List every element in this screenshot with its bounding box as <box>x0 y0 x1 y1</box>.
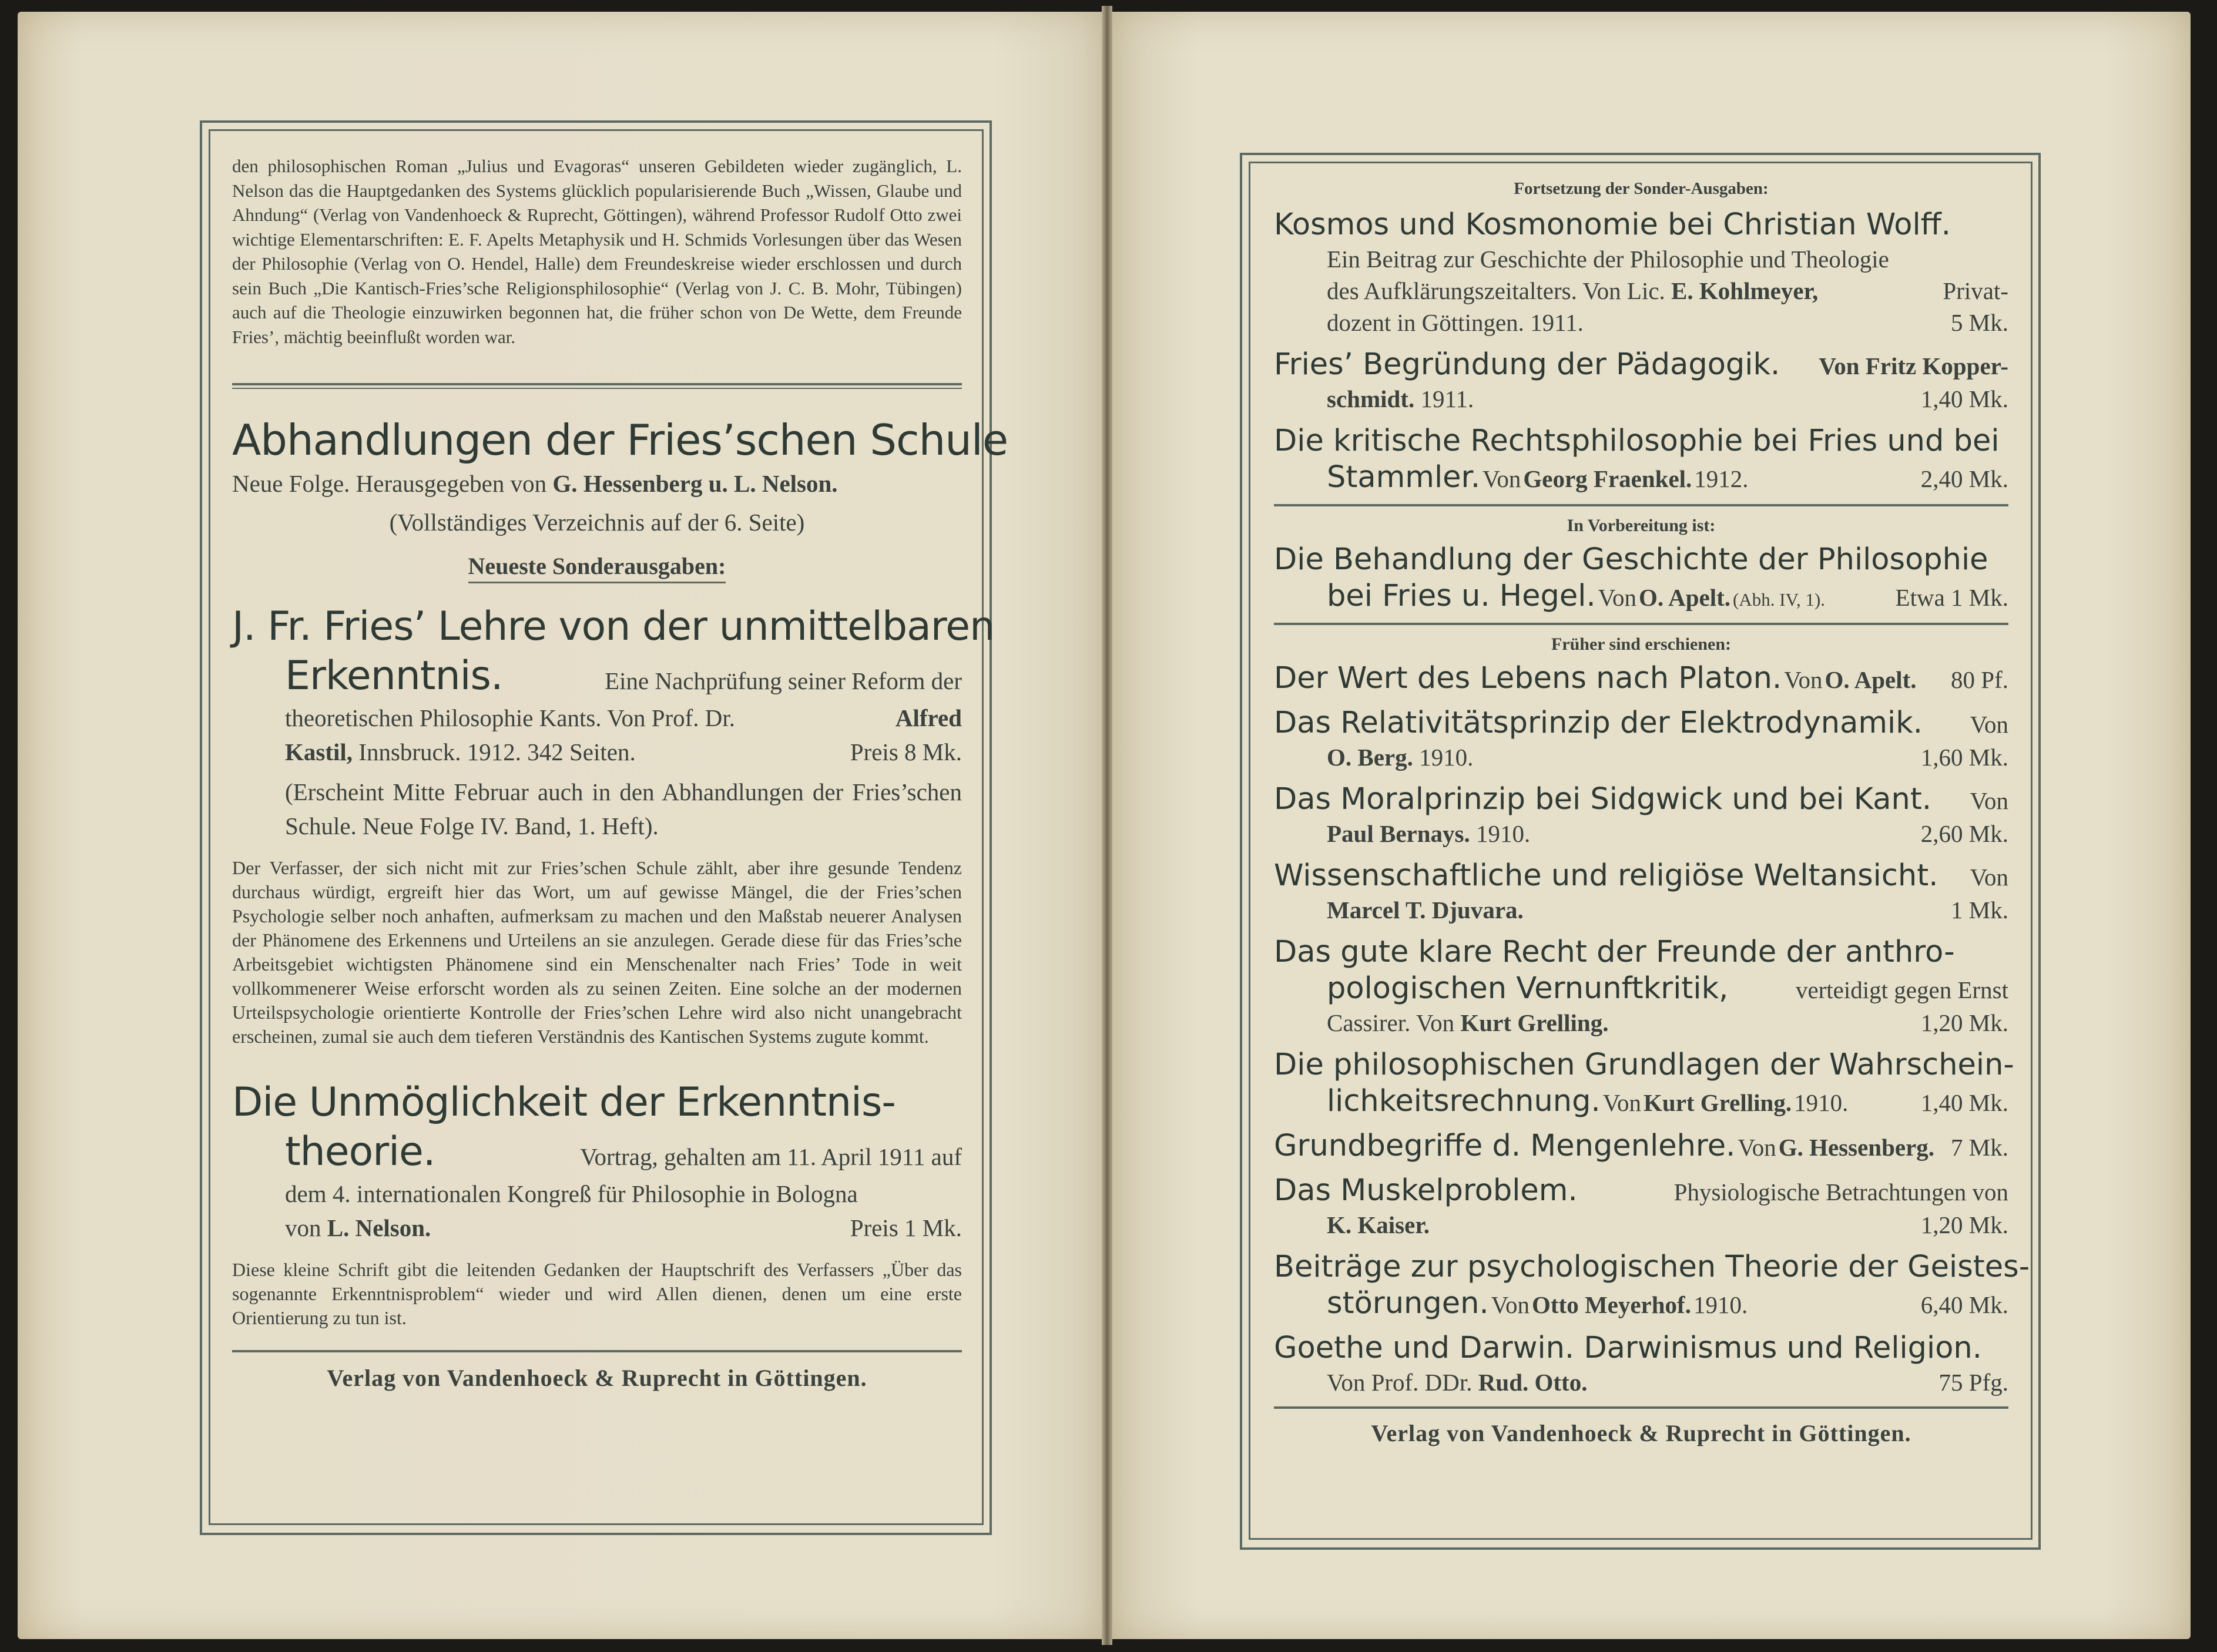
book1-author-b: Kastil, <box>285 738 353 765</box>
recht-line2 <box>1274 459 2008 496</box>
goethe-author: Rud. Otto. <box>1478 1369 1588 1396</box>
menge-entry <box>1274 1128 2008 1164</box>
anthro-desc: verteidigt gegen Ernst <box>1795 976 2008 1003</box>
kosmos-entry <box>1274 207 2008 338</box>
anthro-title2: pologischen Vernunftkritik, <box>1327 971 1729 1006</box>
menge-author: G. Hessenberg. <box>1778 1134 1935 1161</box>
anthro-price: 1,20 Mk. <box>1920 1009 2008 1036</box>
wahr-line2 <box>1274 1083 2008 1120</box>
goethe-entry <box>1274 1330 2008 1398</box>
newest-heading: Neueste Sonderausgaben: <box>468 553 726 583</box>
goethe-title: Goethe und Darwin. Darwinismus und Religion. <box>1274 1331 1982 1365</box>
paed-title: Fries’ Begründung der Pädagogik. <box>1274 347 1780 382</box>
book1-line2 <box>232 652 962 701</box>
item-3-line2 <box>1274 894 2008 926</box>
list-item <box>1274 858 2008 926</box>
book1-line4 <box>232 735 962 769</box>
geistes-title: Beiträge zur psychologischen Theorie der Geistes- <box>1274 1250 2030 1284</box>
item-3-line1 <box>1274 858 2008 894</box>
item-3-author: Marcel T. Djuvara. <box>1327 896 1524 924</box>
muskel-desc: Physiologische Betrachtungen von <box>1673 1178 2008 1206</box>
book-spine <box>1102 6 1112 1645</box>
geistes-entry <box>1274 1249 2030 1322</box>
menge-line1 <box>1274 1128 2008 1164</box>
book2-line4 <box>232 1211 962 1245</box>
item-2-title: Das Moralprinzip bei Sidgwick und bei Kant. <box>1274 782 1932 817</box>
anthro-line2 <box>1274 971 2008 1007</box>
item-0-by: Von <box>1784 666 1823 693</box>
book2-block <box>232 1078 962 1330</box>
kosmos-line3b: Privat- <box>1943 277 2008 304</box>
muskel-line2 <box>1274 1209 2008 1241</box>
book1-desc-a: Eine Nachprüfung seiner Reform der <box>605 667 962 694</box>
intro-paragraph: den philosophischen Roman „Julius und Evagoras“ unseren Gebildeten wieder zugänglich, L. Nelson das die Hauptgedanken des Systems glücklich popularisierende Buch „Wissen, Glaube und Ahndung“ (Verlag von Vandenhoeck & Ruprecht, Göttingen), während Professor Rudolf Otto zwei wichtige Elementarschriften: E. F. Apelts Metaphysik und H. Schmids Vorlesungen über das Wesen der Philosophie (Verlag von O. Hendel, Halle) dem Freundeskreise wieder erschlossen und durch sein Buch „Die Kantisch-Fries’sche Religionsphilosophie“ (Verlag von J. C. B. Mohr, Tübingen) auch auf die Theologie einzuwirken begonnen hat, die früher schon von De Wette, dem Freunde Fries’, mächtig beeinflußt worden war. <box>232 156 962 347</box>
hegel-entry <box>1274 542 2008 615</box>
footer-rule <box>232 1350 962 1352</box>
series-editors: G. Hessenberg u. L. Nelson. <box>552 470 838 497</box>
muskel-line1 <box>1274 1173 2008 1209</box>
item-1-price: 1,60 Mk. <box>1920 744 2008 771</box>
hegel-line2 <box>1274 578 2008 615</box>
item-1-title: Das Relativitätsprinzip der Elektrodynamik. <box>1274 706 1923 740</box>
kosmos-line4 <box>1274 307 2008 338</box>
book1-title-line1: J. Fr. Fries’ Lehre von der unmittelbaren <box>232 603 995 650</box>
item-3-title: Wissenschaftliche und religiöse Weltansicht. <box>1274 858 1938 893</box>
kosmos-line3a: des Aufklärungszeitalters. Von Lic. <box>1327 277 1665 304</box>
recht-by: Von <box>1483 465 1521 492</box>
hegel-ref: (Abh. IV, 1). <box>1733 589 1826 610</box>
paed-year: 1911. <box>1420 385 1474 412</box>
recht-title2: Stammler. <box>1327 460 1481 495</box>
item-1-by: Von <box>1970 711 2008 738</box>
wahr-entry <box>1274 1047 2014 1120</box>
book2-desc-b: dem 4. internationalen Kongreß für Philosophie in Bologna <box>285 1180 858 1207</box>
right-rule-1 <box>1274 504 2008 506</box>
book1-line3 <box>232 701 962 735</box>
item-2-line2 <box>1274 818 2008 849</box>
book1-author-a: Alfred <box>895 704 962 731</box>
item-1-extra: 1910. <box>1419 744 1474 771</box>
anthro-title: Das gute klare Recht der Freunde der anthro- <box>1274 935 1955 969</box>
series-sub-prefix: Neue Folge. Herausgegeben von <box>232 470 553 497</box>
list-item <box>1274 781 2008 849</box>
kosmos-author: E. Kohlmeyer, <box>1671 277 1819 304</box>
hegel-title2: bei Fries u. Hegel. <box>1327 579 1596 613</box>
kosmos-line3 <box>1274 275 2008 307</box>
item-2-extra: 1910. <box>1476 820 1531 847</box>
right-content <box>1274 179 2030 1447</box>
muskel-entry <box>1274 1173 2008 1241</box>
anthro-entry <box>1274 934 2008 1039</box>
left-footer-publisher: Verlag von Vandenhoeck & Ruprecht in Göttingen. <box>327 1365 867 1391</box>
hegel-author: O. Apelt. <box>1638 584 1731 611</box>
geistes-year: 1910. <box>1693 1291 1748 1318</box>
paed-price: 1,40 Mk. <box>1920 385 2008 412</box>
menge-price: 7 Mk. <box>1951 1134 2008 1161</box>
muskel-price: 1,20 Mk. <box>1920 1211 2008 1238</box>
wahr-title2: lichkeitsrechnung. <box>1327 1084 1601 1119</box>
recht-year: 1912. <box>1694 465 1749 492</box>
hegel-title: Die Behandlung der Geschichte der Philosophie <box>1274 542 1988 577</box>
goethe-price: 75 Pfg. <box>1938 1369 2008 1396</box>
item-1-line1 <box>1274 705 2008 741</box>
series-subtitle <box>232 466 962 501</box>
paed-by2: schmidt. <box>1327 385 1415 412</box>
kosmos-line4-text: dozent in Göttingen. 1911. <box>1327 309 1584 336</box>
book1-place: Innsbruck. 1912. 342 Seiten. <box>358 738 636 765</box>
book2-price: Preis 1 Mk. <box>850 1214 962 1241</box>
anthro-line3 <box>1274 1007 2008 1039</box>
paed-line2 <box>1274 383 2008 415</box>
continuation-heading: Fortsetzung der Sonder-Ausgaben: <box>1514 179 1769 198</box>
recht-title: Die kritische Rechtsphilosophie bei Fries und bei <box>1274 424 2000 458</box>
left-content <box>232 154 1008 1392</box>
item-0-line1 <box>1274 660 2008 697</box>
newest-heading-wrap <box>232 552 962 580</box>
item-2-author: Paul Bernays. <box>1327 820 1470 847</box>
item-0-title: Der Wert des Lebens nach Platon. <box>1274 661 1782 696</box>
hegel-by: Von <box>1598 584 1636 611</box>
item-0-author: O. Apelt. <box>1824 666 1917 693</box>
prep-heading: In Vorbereitung ist: <box>1567 516 1716 535</box>
book2-by: von <box>285 1214 321 1241</box>
item-1-line2 <box>1274 741 2008 773</box>
book1-note: (Erscheint Mitte Februar auch in den Abhandlungen der Fries’schen Schule. Neue Folge IV. Band, 1. Heft). <box>285 778 962 840</box>
list-item <box>1274 705 2008 773</box>
menge-by: Von <box>1738 1134 1776 1161</box>
item-2-price: 2,60 Mk. <box>1920 820 2008 847</box>
geistes-author: Otto Meyerhof. <box>1532 1291 1691 1318</box>
wahr-by: Von <box>1602 1089 1642 1116</box>
anthro-author: Kurt Grelling. <box>1460 1009 1609 1036</box>
book2-review: Diese kleine Schrift gibt die leitenden Gedanken der Hauptschrift des Verfassers „Über das sogenannte Erkenntnisproblem“ wieder und wird Allen dienen, denen um eine erste Orientierung zu tun ist. <box>232 1259 962 1328</box>
recht-entry <box>1274 423 2008 496</box>
series-index-note: (Vollständiges Verzeichnis auf der 6. Seite) <box>389 509 805 536</box>
item-3-price: 1 Mk. <box>1951 896 2008 924</box>
paed-entry <box>1274 347 2008 415</box>
book1-block <box>232 602 995 1049</box>
geistes-by: Von <box>1491 1291 1530 1318</box>
paed-by: Von Fritz Kopper- <box>1819 352 2008 380</box>
double-rule <box>232 383 962 389</box>
wahr-year: 1910. <box>1794 1089 1849 1116</box>
hegel-price: Etwa 1 Mk. <box>1895 584 2008 611</box>
menge-title: Grundbegriffe d. Mengenlehre. <box>1274 1129 1736 1163</box>
recht-author: Georg Fraenkel. <box>1523 465 1692 492</box>
book1-desc-b: theoretischen Philosophie Kants. Von Prof. Dr. <box>285 704 736 731</box>
wahr-price: 1,40 Mk. <box>1920 1089 2008 1116</box>
item-1-author: O. Berg. <box>1327 744 1413 771</box>
item-3-by: Von <box>1970 864 2008 891</box>
kosmos-price: 5 Mk. <box>1951 309 2008 336</box>
goethe-line2a: Von Prof. DDr. <box>1327 1369 1473 1396</box>
book1-price: Preis 8 Mk. <box>850 738 962 765</box>
item-2-line1 <box>1274 781 2008 818</box>
book2-title-line1: Die Unmöglichkeit der Erkenntnis- <box>232 1079 895 1126</box>
wahr-title: Die philosophischen Grundlagen der Wahrschein- <box>1274 1047 2014 1082</box>
geistes-price: 6,40 Mk. <box>1920 1291 2008 1318</box>
muskel-author: K. Kaiser. <box>1327 1211 1430 1238</box>
list-item <box>1274 660 2008 697</box>
book1-title-line2: Erkenntnis. <box>285 653 503 699</box>
earlier-heading: Früher sind erschienen: <box>1551 634 1732 654</box>
paed-line1 <box>1274 347 2008 383</box>
geistes-title2: störungen. <box>1327 1286 1489 1321</box>
kosmos-title: Kosmos und Kosmonomie bei Christian Wolff. <box>1274 207 1951 242</box>
book2-line2 <box>232 1127 962 1177</box>
kosmos-line2: Ein Beitrag zur Geschichte der Philosophie und Theologie <box>1327 246 1889 273</box>
series-title: Abhandlungen der Fries’schen Schule <box>232 415 1008 465</box>
geistes-line2 <box>1274 1285 2008 1322</box>
muskel-title: Das Muskelproblem. <box>1274 1173 1578 1208</box>
wahr-author: Kurt Grelling. <box>1644 1089 1792 1116</box>
book2-desc-a: Vortrag, gehalten am 11. April 1911 auf <box>580 1143 962 1170</box>
book2-author: L. Nelson. <box>327 1214 431 1241</box>
book1-review: Der Verfasser, der sich nicht mit zur Fries’schen Schule zählt, aber ihre gesunde Tendenz durchaus würdigt, ergreift hier das Wort, um auf gewisse Mängel, die der Fries’schen Psychologie selber noch anhaften, aufmerksam zu machen und den Maßstab neuerer Analysen der Phänomene des Erkennens und Urteilens an sie anzulegen. Gerade diese für das Fries’sche Arbeitsgebiet wichtigsten Phänomene sind ein Menschenalter nach Fries’ Tode in weit vollkommenerer Weise erforscht worden als zu seinen Zeiten. Eine solche an der modernen Urteilspsychologie orientierte Kontrolle der Fries’schen Lehre wird also nicht unangebracht erscheinen, zumal sie auch dem tieferen Verständnis des Kantischen Systems zugute kommt. <box>232 857 962 1047</box>
item-0-price: 80 Pf. <box>1951 666 2008 693</box>
item-2-by: Von <box>1970 787 2008 814</box>
right-footer-publisher: Verlag von Vandenhoeck & Ruprecht in Göttingen. <box>1371 1420 1911 1446</box>
book2-title-line2: theorie. <box>285 1129 435 1175</box>
goethe-line2 <box>1274 1366 2008 1398</box>
right-footer-rule <box>1274 1406 2008 1409</box>
right-rule-2 <box>1274 623 2008 625</box>
anthro-line3a: Cassirer. Von <box>1327 1009 1455 1036</box>
recht-price: 2,40 Mk. <box>1920 465 2008 492</box>
